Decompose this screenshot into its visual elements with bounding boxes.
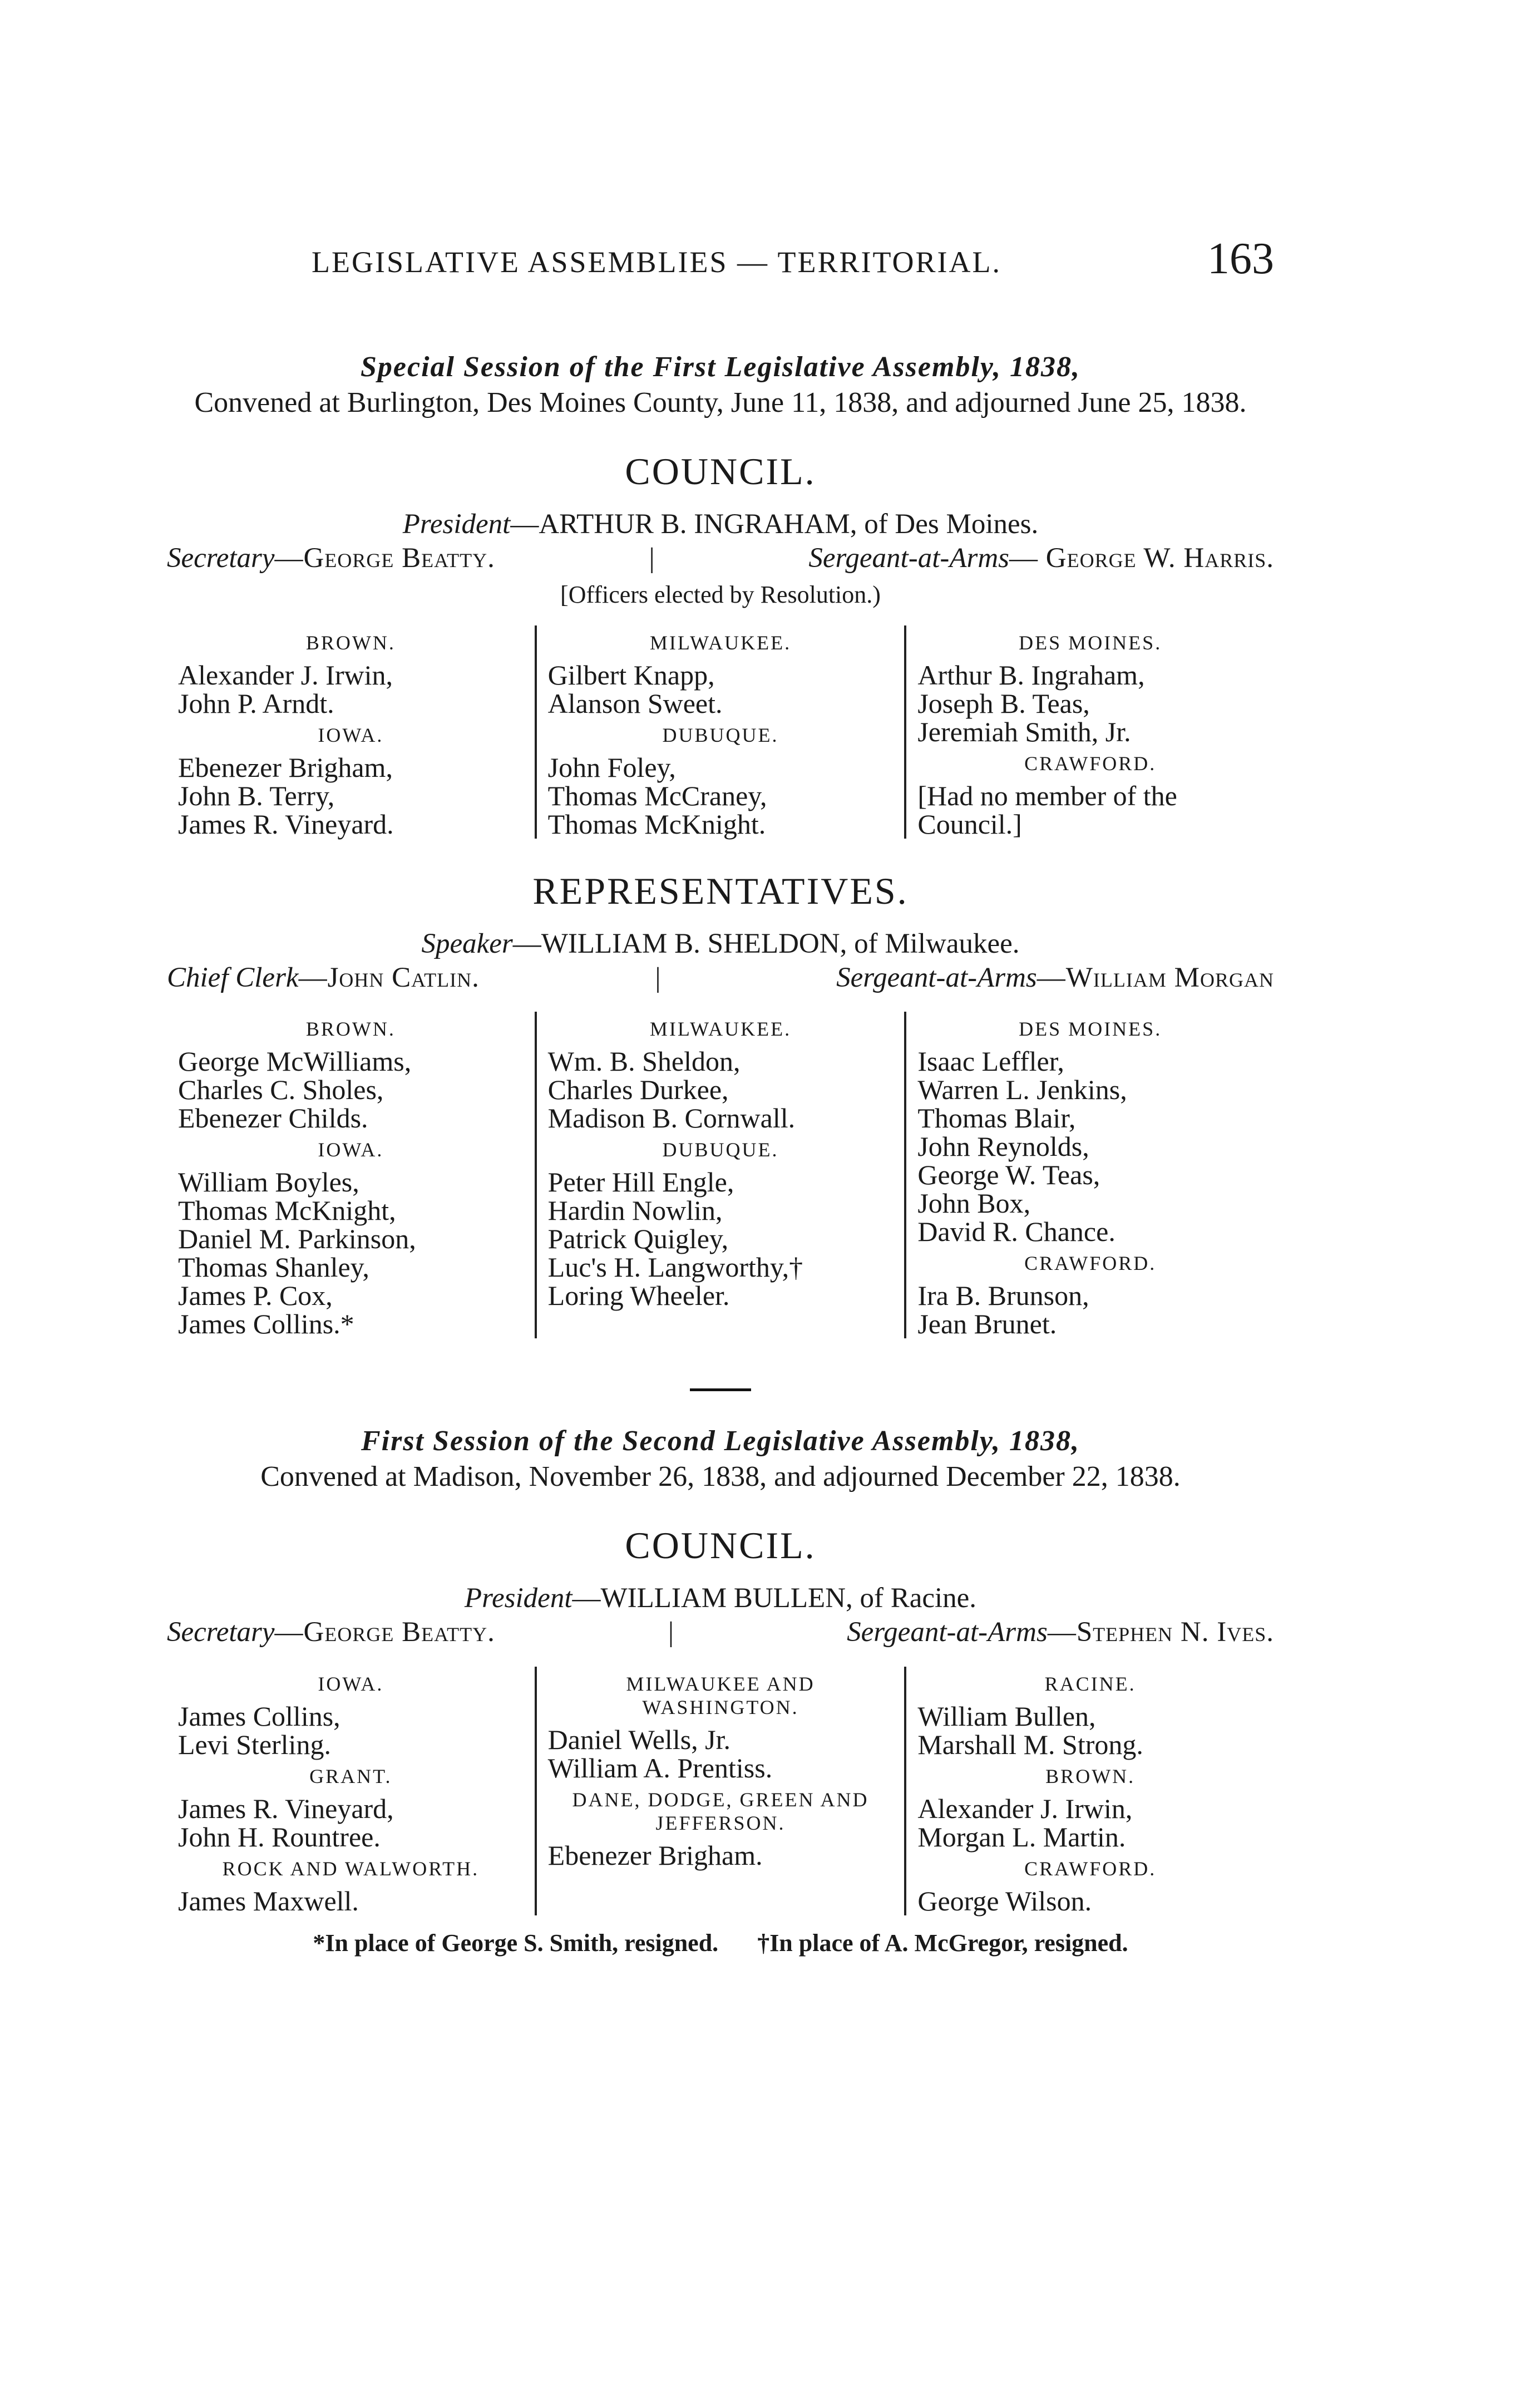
member-name: John H. Rountree.: [178, 1821, 381, 1853]
footnote: *In place of George S. Smith, resigned.: [313, 1929, 719, 1957]
county-heading: MILWAUKEE.: [649, 1017, 792, 1040]
member-name: Warren L. Jenkins,: [917, 1073, 1127, 1105]
member-column: [904, 1012, 1274, 1338]
county-heading: MILWAUKEE AND WASHINGTON.: [626, 1672, 815, 1718]
member-name: Charles C. Sholes,: [178, 1073, 384, 1105]
member-column: [535, 625, 905, 839]
county-heading: MILWAUKEE.: [649, 631, 792, 654]
member-column: [904, 1667, 1274, 1915]
county-heading: IOWA.: [318, 723, 384, 746]
president-name: —WILLIAM BULLEN, of Racine.: [572, 1583, 977, 1614]
member-name: George McWilliams,: [178, 1045, 412, 1077]
member-name: Morgan L. Martin.: [917, 1821, 1126, 1853]
sergeant-role: Sergeant-at-Arms: [836, 962, 1037, 993]
county-heading: ROCK AND WALWORTH.: [222, 1857, 480, 1880]
session-title: First Session of the Second Legislative Assembly, 1838,: [361, 1425, 1080, 1457]
member-name: Ebenezer Childs.: [178, 1102, 368, 1134]
member-column: [535, 1667, 905, 1915]
sergeant-name: — George W. Harris.: [1009, 543, 1274, 574]
member-name: Wm. B. Sheldon,: [547, 1045, 741, 1077]
member-name: Jeremiah Smith, Jr.: [917, 716, 1131, 747]
county-heading: GRANT.: [309, 1765, 392, 1787]
member-name: John Box,: [917, 1187, 1031, 1219]
member-name: John Foley,: [547, 751, 676, 783]
member-name: James P. Cox,: [178, 1279, 333, 1311]
member-column: [167, 1012, 535, 1338]
running-title: LEGISLATIVE ASSEMBLIES — TERRITORIAL.: [312, 245, 1002, 279]
member-name: Ira B. Brunson,: [917, 1279, 1089, 1311]
member-name: Thomas Shanley,: [178, 1251, 369, 1283]
member-name: William A. Prentiss.: [547, 1752, 773, 1784]
member-name: Joseph B. Teas,: [917, 687, 1090, 719]
member-name: Patrick Quigley,: [547, 1223, 729, 1254]
president-role: President: [464, 1583, 572, 1614]
representatives-heading: REPRESENTATIVES.: [532, 869, 909, 912]
member-name: Thomas Blair,: [917, 1102, 1076, 1134]
member-name: James Collins,: [178, 1700, 340, 1732]
footnotes: [167, 1929, 1274, 1957]
member-name: James R. Vineyard.: [178, 808, 394, 840]
secretary-role: Secretary: [167, 1617, 275, 1648]
member-name: [Had no member of the: [917, 780, 1177, 811]
session-subtitle: Convened at Madison, November 26, 1838, and adjourned December 22, 1838.: [260, 1460, 1181, 1492]
member-name: Alexander J. Irwin,: [178, 659, 393, 691]
member-name: James R. Vineyard,: [178, 1792, 394, 1824]
member-name: William Boyles,: [178, 1166, 359, 1198]
member-columns: [167, 1667, 1274, 1915]
member-name: Luc's H. Langworthy,†: [547, 1251, 803, 1283]
member-name: Jean Brunet.: [917, 1308, 1057, 1339]
county-heading: CRAWFORD.: [1024, 1857, 1157, 1880]
county-heading: BROWN.: [305, 1017, 396, 1040]
officer-separator: |: [649, 543, 655, 574]
sergeant-name: —Stephen N. Ives.: [1047, 1617, 1274, 1648]
speaker-line: [167, 927, 1274, 961]
member-name: Ebenezer Brigham,: [178, 751, 393, 783]
clerk-role: Chief Clerk: [167, 962, 299, 993]
member-name: Arthur B. Ingraham,: [917, 659, 1145, 691]
member-name: Marshall M. Strong.: [917, 1728, 1143, 1760]
secretary-name: —George Beatty.: [274, 543, 495, 574]
session-title: Special Session of the First Legislative Assembly, 1838,: [360, 351, 1080, 383]
clerk-name: —John Catlin.: [298, 962, 480, 993]
footnote: †In place of A. McGregor, resigned.: [757, 1929, 1128, 1957]
page-number: 163: [1207, 234, 1274, 283]
speaker-name: —WILLIAM B. SHELDON, of Milwaukee.: [512, 928, 1020, 959]
member-name: David R. Chance.: [917, 1215, 1115, 1247]
member-name: Hardin Nowlin,: [547, 1194, 723, 1226]
county-heading: IOWA.: [318, 1672, 384, 1695]
member-column: [167, 1667, 535, 1915]
sergeant-role: Sergeant-at-Arms: [808, 543, 1010, 574]
county-heading: DANE, DODGE, GREEN AND JEFFERSON.: [572, 1788, 869, 1834]
secretary-role: Secretary: [167, 543, 275, 574]
member-name: John B. Terry,: [178, 780, 335, 811]
officers-line: [167, 961, 1274, 995]
member-name: James Maxwell.: [178, 1885, 359, 1917]
county-heading: DES MOINES.: [1019, 631, 1162, 654]
county-heading: RACINE.: [1044, 1672, 1136, 1695]
county-heading: DUBUQUE.: [662, 723, 779, 746]
member-name: Charles Durkee,: [547, 1073, 729, 1105]
officers-note: [Officers elected by Resolution.): [560, 580, 881, 608]
member-column: [167, 625, 535, 839]
county-heading: CRAWFORD.: [1024, 752, 1157, 775]
member-name: William Bullen,: [917, 1700, 1096, 1732]
member-name: Thomas McCraney,: [547, 780, 767, 811]
county-heading: BROWN.: [1045, 1765, 1136, 1787]
officer-separator: |: [668, 1617, 674, 1648]
president-role: President: [402, 509, 511, 540]
member-name: John Reynolds,: [917, 1130, 1089, 1162]
member-name: James Collins.*: [178, 1308, 354, 1339]
president-name: —ARTHUR B. INGRAHAM, of Des Moines.: [510, 509, 1039, 540]
council-heading: COUNCIL.: [625, 450, 816, 493]
member-name: Loring Wheeler.: [547, 1279, 730, 1311]
officers-line: [167, 1615, 1274, 1649]
member-name: Thomas McKnight.: [547, 808, 766, 840]
member-name: Isaac Leffler,: [917, 1045, 1064, 1077]
county-heading: BROWN.: [305, 631, 396, 654]
county-heading: DES MOINES.: [1019, 1017, 1162, 1040]
officer-separator: |: [655, 962, 661, 993]
member-name: Peter Hill Engle,: [547, 1166, 734, 1198]
council-heading: COUNCIL.: [625, 1524, 816, 1567]
member-name: Council.]: [917, 808, 1022, 840]
member-name: Daniel Wells, Jr.: [547, 1723, 731, 1755]
speaker-role: Speaker: [421, 928, 513, 959]
member-column: [904, 625, 1274, 839]
member-name: Daniel M. Parkinson,: [178, 1223, 416, 1254]
county-heading: CRAWFORD.: [1024, 1252, 1157, 1274]
member-name: George Wilson.: [917, 1885, 1092, 1917]
member-name: John P. Arndt.: [178, 687, 334, 719]
sergeant-role: Sergeant-at-Arms: [847, 1617, 1048, 1648]
county-heading: DUBUQUE.: [662, 1138, 779, 1161]
member-name: Thomas McKnight,: [178, 1194, 396, 1226]
running-head: [167, 234, 1274, 295]
member-name: Alanson Sweet.: [547, 687, 723, 719]
member-name: Levi Sterling.: [178, 1728, 331, 1760]
session-subtitle: Convened at Burlington, Des Moines County, June 11, 1838, and adjourned June 25, 1838.: [194, 387, 1247, 418]
president-line: [167, 1582, 1274, 1615]
member-columns: [167, 625, 1274, 839]
member-name: George W. Teas,: [917, 1159, 1100, 1190]
president-line: [167, 508, 1274, 541]
member-name: Alexander J. Irwin,: [917, 1792, 1133, 1824]
member-name: Madison B. Cornwall.: [547, 1102, 796, 1134]
sergeant-name: —William Morgan: [1036, 962, 1274, 993]
section-divider: [690, 1388, 751, 1391]
member-column: [535, 1012, 905, 1338]
county-heading: IOWA.: [318, 1138, 384, 1161]
secretary-name: —George Beatty.: [274, 1617, 495, 1648]
member-name: Ebenezer Brigham.: [547, 1839, 763, 1871]
member-name: Gilbert Knapp,: [547, 659, 715, 691]
page: [167, 234, 1274, 1957]
member-columns: [167, 1012, 1274, 1338]
officers-line: [167, 541, 1274, 575]
